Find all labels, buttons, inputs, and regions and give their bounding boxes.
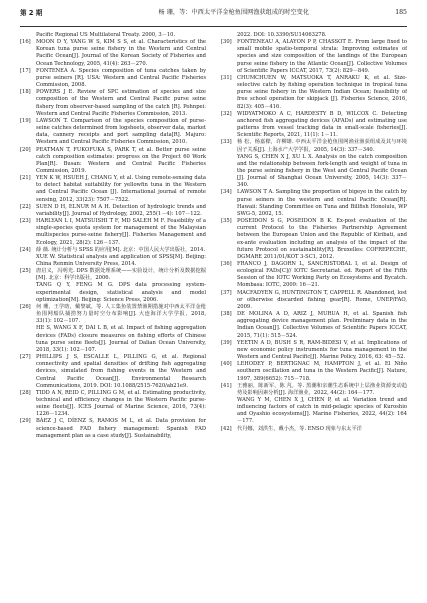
reference-text: CHUMCHUEN W, MATSUOKA T, ANRAKU K, et al. Size-selective catch by fishing operation technique in tropical tuna purse seine fishery in the Western Indian Ocean; feasibility of free school operation for skipjack [J]. Fisheries Science, 2016, 82(3): 405－416.: [237, 74, 407, 110]
reference-text: HE S, WANG X F, DAI L B, et al. Impact of fishing aggregation devices (FADs) closure measures on fishing efforts of Chinese tuna purse seine fleets[J]. Journal of Dalian Ocean University, 2018, 33(1): 102－107.: [36, 325, 206, 353]
reference-number: [25]: [20, 268, 31, 275]
reference-entry: [20, 39, 206, 68]
reference-text: FONTENEA A. Species composition of tuna catches taken by purse seiners [R]. USA: Western and Central Pacific Fisheries Commission, 2008.: [36, 67, 206, 89]
reference-text: BÁEZ J C, DÍENZ S, RAMOS M L, et al. Data provision for science-based FAD fishery management: Spanish FAD management plan as a case study[J]. Sustainability,: [36, 418, 206, 439]
header-rule: [20, 26, 407, 27]
reference-entry: [221, 218, 407, 261]
reference-number: [16]: [20, 39, 31, 46]
reference-number: [33]: [221, 139, 232, 146]
reference-text: DE MOLINA A D, ARIZ J, MURUA H, et al. Spanish fish aggregating device management plan. Preliminary data in the Indian Ocean[J]. Collective Volumes of Scientific Papers ICCAT, 2015, 71(1): 515－524.: [237, 311, 407, 339]
reference-entry: [20, 354, 206, 390]
reference-number: [31]: [221, 74, 232, 81]
reference-number: [19]: [20, 117, 31, 124]
reference-entry: [221, 261, 407, 290]
reference-text: POWERS J E. Review of SPC estimation of species and size composition of the Western and Central Pacific purse seine fishery from observer-based sampling of the catch [R]. Pohnpei: Western and Central Pacific Fisheries Commission, 2013.: [36, 89, 206, 117]
reference-entry: [221, 32, 407, 39]
reference-text: POSEIDON S G, POSEIDON B K. Ex-post evaluation of the current Protocol to the Fisheries Partnership Agreement between the European Union and the Republic of Kiribati, and ex-ante evaluation including an analysis of the impact of the future Protocol on sustainability[R]. Bruxelles: COFREPECHE, DGMARE 2011/01/KOT 3-SC1, 2012.: [237, 218, 407, 260]
reference-entry: [221, 189, 407, 218]
reference-entry: [20, 282, 206, 303]
reference-number: [42]: [221, 425, 232, 432]
running-title: 杨 珊，等：中西太平洋金枪鱼围网渔获组成的时空变化: [158, 8, 310, 16]
reference-text: PEATMAN T, FUKOFUKA S, PARK T, et al. Better purse seine catch composition estimates: progress on the Project 60 Work Plan[R]. Busan: Western and Central Pacific Fisheries Commission, 2019.: [36, 146, 206, 174]
reference-entry: [20, 68, 206, 89]
reference-entry: [20, 325, 206, 354]
reference-text: TIDD A N, REID C, PILLING G M, et al. Estimating productivity, technical and efficiency changes in the Western Pacific purse-seine fleets[J]. ICES Journal of Marine Science, 2016, 73(4): 1226－1234.: [36, 389, 206, 418]
reference-number: [24]: [20, 246, 31, 253]
reference-entry: [20, 204, 206, 218]
reference-number: [23]: [20, 218, 31, 225]
reference-text: 何 珊，王学昉，戴黎斌，等. 人工集鱼装置禁渔期措施对中西太平洋金枪鱼围网船队捕捞努力量时空分布影响[J]. 大连海洋大学学报，2018, 33(1): 102－107.: [36, 303, 206, 325]
reference-number: [40]: [221, 361, 232, 368]
reference-entry: [20, 304, 206, 325]
reference-entry: [221, 39, 407, 75]
reference-entry: [20, 254, 206, 268]
reference-number: [28]: [20, 389, 31, 396]
reference-text: PHILLIPS J S, ESCALLE L, PILLING G, et al. Regional connectivity and spatial densities of drifting fish aggregating devices, simulated from fishing events in the Western and Central Pacific Ocean[J]. Environmental Research Communications, 2019. DOI: 10.1088/2515-7620/ab21e9.: [36, 354, 206, 389]
reference-text: LEHODEY P, BERTIGNAC M, HAMPTON J, et al. El Niño southern oscillation and tuna in the Western Pacific[J]. Nature, 1997, 389(6652): 715－718.: [237, 361, 407, 382]
reference-text: HARLYAN L I, MATSUISHI T F, MD SALEH M F. Feasibility of a single-species quota system for management of the Malaysian multispecies purse-seine fishery[J]. Fisheries Management and Ecology, 2021, 28(2): 126－137.: [36, 218, 206, 246]
reference-number: [27]: [20, 354, 31, 361]
reference-number: [18]: [20, 89, 31, 96]
reference-number: [30]: [221, 39, 232, 46]
reference-number: [35]: [221, 218, 232, 225]
reference-entry: [20, 118, 206, 147]
reference-text: LAWSON T A. Sampling the proportion of bigeye in the catch by purse seiners in the western and central Pacific Ocean[R]. Hawaii: Standing Committee on Tuna and Billfish Honolulu, WP SWG-5, 2002, 15.: [237, 189, 407, 217]
reference-number: [39]: [221, 339, 232, 346]
reference-entry: [221, 139, 407, 153]
reference-entry: [221, 75, 407, 111]
reference-text: FRANCO J, DAGORN L, SANCRISTOBAL I, et al. Design of ecological FADs[C]// IOTC Secretariat. ed. Report of the Fifth Session of the IOTC Working Party on Ecosystems and Bycatch. Mombasa: IOTC, 2009: 16－21.: [237, 261, 407, 289]
reference-text: FONTENEAU A, ALAYON P P, CHASSOT E. From large fixed to small mobile spatio-temporal strata: Improving estimates of species and size composition of the landings of the European purse seine fishery in the Atlantic Ocean[J]. Collective Volumes of Scientific Papers ICCAT, 2017, 73(2): 829－849.: [237, 39, 407, 74]
reference-entry: [20, 175, 206, 204]
running-header: [20, 0, 407, 26]
reference-text: MACFADYEN G, HUNTINGTON T, CAPPELL R. Abandoned, lost or otherwise discarded fishing gear[R]. Rome, UNEP/FAO, 2009.: [237, 289, 407, 310]
reference-entry: [20, 390, 206, 419]
reference-text: 薛 薇. 统计分析与 SPSS 的应用[M]. 北京：中国人民大学出版社，2014.: [36, 246, 206, 253]
reference-number: [38]: [221, 311, 232, 318]
reference-entry: [20, 89, 206, 118]
reference-text: 杨 松，杨嘉樑，许柳雄. 中西太平洋金枪鱼围网渔业渔获组成及其与环境因子关系[J]. 上海水产大学学报，2005, 14(3): 337－340.: [237, 139, 407, 153]
reference-text: 王雅丽，陈新军，陈 芃，等. 黑潮和亲潮生态系统中上层渔业资源变动趋势及影响因素分析[J]. 海洋渔业，2022, 44(2): 164－177.: [237, 382, 407, 396]
reference-entry: [221, 361, 407, 382]
reference-text: 代丹娜，刘洪生，戴小杰，等. ENSO 现象与东太平洋: [237, 425, 362, 432]
reference-text: TANG Q Y, FENG M G. DPS data processing system-experimental design, statistical analysis and model optimization[M]. Beijing: Science Press, 2006.: [36, 282, 206, 303]
reference-entry: [20, 418, 206, 439]
reference-text: YEETIN A D, BUSH S R, RAM-BIDESI V, et al. Implications of new economic policy instruments for tuna management in the Western and Central Pacific[J]. Marine Policy, 2016, 63: 45－52.: [237, 339, 407, 361]
reference-number: [36]: [221, 261, 232, 267]
reference-number: [34]: [221, 189, 232, 196]
reference-entry: [20, 268, 206, 282]
reference-text: LAWSON T. Comparison of the species composition of purse-seine catches determined from logsheets, observer data, market data, cannery receipts and port sampling data[R]. Majuro: Western and Central Pacific Fisheries Commission, 2010.: [36, 117, 206, 146]
reference-entry: [20, 147, 206, 176]
reference-entry: [221, 311, 407, 340]
references-right-column: [221, 32, 407, 592]
reference-text: 2022. DOI: 10.3390/SU14063278.: [237, 32, 327, 38]
reference-number: [32]: [221, 110, 232, 117]
reference-entry: [221, 111, 407, 140]
reference-entry: [20, 32, 206, 39]
reference-entry: [20, 247, 206, 254]
reference-entry: [221, 340, 407, 361]
reference-text: Pacific Regional US Multilateral Treaty. 2000, 3－10.: [36, 32, 176, 38]
reference-number: [17]: [20, 67, 31, 74]
page-number: 185: [395, 8, 407, 16]
reference-number: [29]: [20, 418, 31, 425]
references-left-column: [20, 32, 206, 592]
references-body: [20, 32, 407, 592]
reference-number: [37]: [221, 289, 232, 296]
reference-number: [21]: [20, 175, 31, 182]
reference-entry: [221, 397, 407, 426]
reference-text: WIDYATMOKO A C, HARDESTY B D, WILCOX C. Detecting anchored fish aggregating devices (AFADs) and estimating use patterns from vessel tracking data in small-scale fisheries[J]. Scientific Reports, 2021, 11(1): 1－11.: [237, 110, 407, 139]
reference-text: YEN K W, HSUEH J, CHANG Y, et al. Using remote-sensing data to detect habitat suitability for yellowfin tuna in the Western and Central Pacific Ocean [J]. International journal of remote sensing, 2012, 33(23): 7507－7522.: [36, 175, 206, 203]
reference-entry: [221, 154, 407, 190]
reference-number: [20]: [20, 146, 31, 153]
reference-text: MOON D Y, YANG W S, KIM S S, et al. Characteristics of the Korean tuna purse seine fishery in the Western and Central Pacific Ocean[J]. Journal of the Korean Society of Fisheries and Ocean Technology, 2005, 41(4): 263－270.: [36, 39, 206, 67]
reference-entry: [221, 383, 407, 397]
reference-text: XUE W. Statistical analysis and application of SPSS[M]. Beijing: China Renmin University Press, 2014.: [36, 253, 206, 267]
reference-text: YANG S, CHEN X J, XU L X. Analysis on the catch composition and the relationship between fork-length and weight of tuna in the purse seining fishery in the West and Central Pacific Ocean [J]. Journal of Shanghai Ocean University, 2005, 14(3): 337－340.: [237, 153, 407, 189]
reference-number: [41]: [221, 382, 232, 389]
reference-text: SUEN D H, ELNUR M A H. Detection of hydrologic trends and variability[J]. Journal of Hydrology, 2002, 255(1－4): 107－122.: [36, 203, 206, 217]
reference-text: 唐启义，冯明光. DPS 数据处理系统——实验设计，统计分析及数据挖掘[M]. 北京：科学出版社，2006.: [36, 268, 206, 282]
reference-text: WANG Y M, CHEN X J, CHEN P, et al. Variation trend and influencing factors of catch in mid-pelagic species of Kuroshio and Oyashio ecosystems[J]. Marine Fisheries, 2022, 44(2): 164－177.: [237, 396, 407, 425]
issue-number: 第 2 期: [20, 8, 43, 17]
reference-entry: [20, 218, 206, 247]
reference-number: [22]: [20, 203, 31, 210]
reference-entry: [221, 426, 407, 433]
reference-entry: [221, 290, 407, 311]
reference-number: [26]: [20, 303, 31, 310]
